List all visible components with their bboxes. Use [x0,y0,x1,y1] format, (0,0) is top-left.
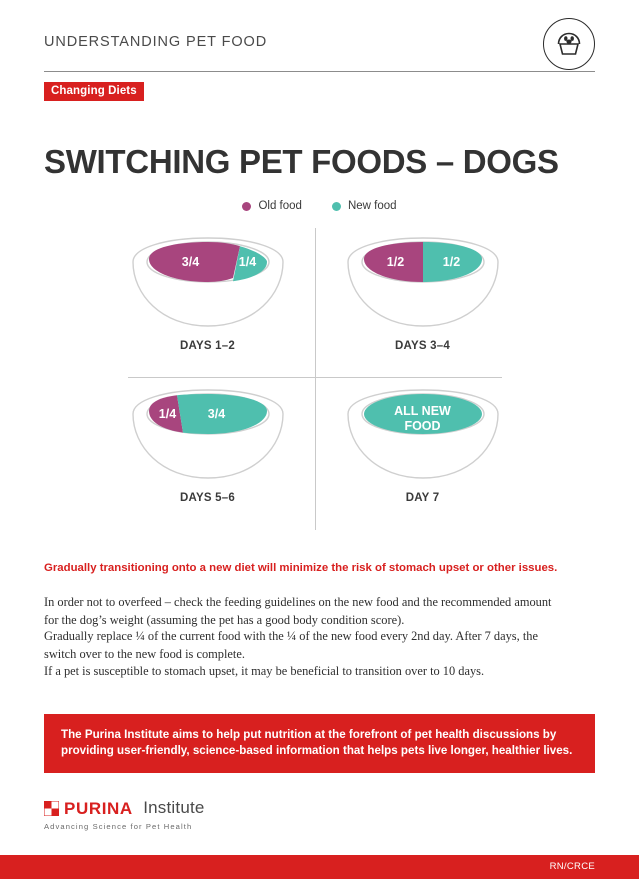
bowl-new-fraction: 3/4 [207,407,226,421]
body-paragraph-3: If a pet is susceptible to stomach upset, it may be beneficial to transition over to 10 days. [44,664,485,678]
page-header [44,18,595,70]
bowl-new-fraction: 1/2 [442,255,461,269]
legend [0,200,639,212]
purina-wordmark: PURINA [64,798,133,818]
footer-tagline: Advancing Science for Pet Health [44,821,193,831]
bowl-old-fraction: 3/4 [181,255,200,269]
bowl-cell-days-1-2 [100,228,315,378]
bowl-graphic [127,380,289,488]
category-tag: Changing Diets [44,82,144,101]
bowl-old-fraction: 1/2 [386,255,405,269]
lead-paragraph: Gradually transitioning onto a new diet will minimize the risk of stomach upset or other issues. [44,562,558,574]
footer-bar [0,855,639,879]
bowl-label-days-1-2: DAYS 1–2 [180,340,235,352]
legend-item-old-food [242,200,301,212]
purina-checkerboard-icon [44,801,59,816]
mission-callout: The Purina Institute aims to help put nutrition at the forefront of pet health discussions by providing user-friendly, science-based information that helps pets live longer, healthier lives. [44,714,595,773]
body-paragraph-2: Gradually replace ¼ of the current food with the ¼ of the new food every 2nd day. After 7 days, the switch over to the new food is complete. [44,629,538,661]
bowl-old-fraction: 1/4 [158,407,177,421]
purina-logo-icon [44,799,133,819]
header-divider [44,71,595,72]
bowl-label-days-5-6: DAYS 5–6 [180,492,235,504]
bowl-graphic [127,228,289,336]
bowl-new-fraction: 1/4 [238,255,257,269]
legend-dot-new-food [332,202,341,211]
footer-code: RN/CRCE [549,861,595,872]
legend-dot-old-food [242,202,251,211]
pet-bowl-logo-icon [543,18,595,70]
body-paragraph-1: In order not to overfeed – check the feeding guidelines on the new food and the recommended amount for the dog’s weight (assuming the pet has a good body condition score). [44,595,552,627]
bowl-cell-day-7 [315,380,530,530]
page-title: SWITCHING PET FOODS – DOGS [44,143,559,181]
footer-logo [44,798,344,838]
bowl-graphic [342,228,504,336]
header-title: UNDERSTANDING PET FOOD [44,34,268,50]
bowl-label-days-3-4: DAYS 3–4 [395,340,450,352]
legend-label-new-food: New food [347,200,397,212]
institute-wordmark: Institute [143,798,205,817]
bowl-label-day-7: DAY 7 [405,492,440,504]
bowl-graphic [342,380,504,488]
legend-item-new-food [332,200,397,212]
bowl-cell-days-5-6 [100,380,315,530]
bowl-new-fraction: ALL NEW FOOD [394,404,451,433]
legend-label-old-food: Old food [258,200,302,212]
bowl-cell-days-3-4 [315,228,530,378]
bowl-diagram [100,228,530,536]
